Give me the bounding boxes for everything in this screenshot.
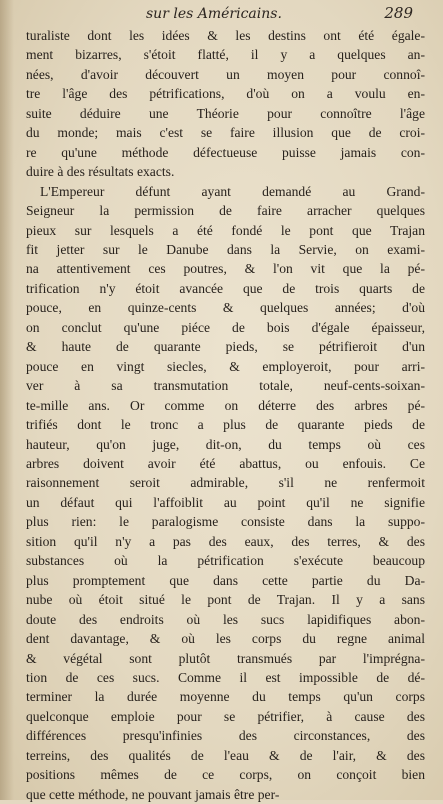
text-line: pieux sur lesquels a été fondé le pont que Trajan: [26, 222, 425, 238]
text-line: un défaut qui l'affoiblit au point qu'il ne signifie: [26, 494, 425, 510]
text-line: pouce, en quinze-cents & quelques années; d'où: [26, 300, 425, 316]
text-line: raisonnement seroit admirable, s'il ne renfermoit: [26, 475, 425, 491]
text-line: turaliste dont les idées & les destins ont été égale-: [26, 28, 425, 43]
text-line: plus rien: le paralogisme consiste dans la suppo-: [26, 514, 425, 530]
text-line: nube où étoit situé le pont de Trajan. Il y a sans: [26, 592, 425, 608]
text-line: tion de ces sucs. Comme il est impossible de dé-: [26, 669, 425, 685]
text-line: ment bizarres, s'étoit flatté, il y a quelques an-: [26, 47, 425, 63]
running-head: [26, 4, 425, 26]
text-line: hauteur, qu'on juge, dit-on, du temps où ces: [26, 436, 425, 452]
body-text: [26, 26, 425, 804]
text-line: trification n'y étoit avancée que de trois quarts de: [26, 280, 425, 296]
text-line: pouce en vingt siecles, & employeroit, pour arri-: [26, 358, 425, 374]
running-title: sur les Américains.: [146, 6, 282, 22]
text-line: na attentivement ces poutres, & l'on vit que la pé-: [26, 261, 425, 277]
text-line: tre l'âge des pétrifications, d'où on a voulu en-: [26, 86, 425, 102]
text-line: arbres doivent avoir été abattus, ou enfouis. Ce: [26, 455, 425, 471]
text-line: que cette méthode, ne pouvant jamais être per-: [26, 786, 280, 802]
text-line: suite déduire une Théorie pour connoître l'âge: [26, 105, 425, 121]
text-line: re qu'une méthode défectueuse puisse jamais con-: [26, 144, 425, 160]
text-line: terminer la durée moyenne du temps qu'un corps: [26, 689, 425, 705]
text-line: substances où la pétrification s'exécute beaucoup: [26, 553, 425, 569]
text-line: L'Empereur défunt ayant demandé au Grand-: [40, 183, 425, 199]
page-number: 289: [384, 4, 413, 22]
page-gutter-shadow: [0, 0, 14, 800]
text-line: fit jetter sur le Danube dans la Servie, on exami-: [26, 241, 425, 257]
text-line: duire à des résultats exacts.: [26, 164, 175, 180]
text-line: trifiés dont le tronc a plus de quarante pieds de: [26, 417, 425, 433]
text-line: Seigneur la permission de faire arracher quelques: [26, 203, 425, 219]
text-line: quelconque emploie pour se pétrifier, à cause des: [26, 708, 425, 724]
text-line: doute des endroits où les sucs lapidifiques abon-: [26, 611, 425, 627]
text-line: du monde; mais c'est se faire illusion que de croi-: [26, 125, 425, 141]
text-line: différences presqu'infinies des circonstances, des: [26, 728, 425, 744]
text-line: ver à sa transmutation totale, neuf-cents-soixan-: [26, 378, 425, 394]
text-line: & haute de quarante pieds, se pétrifieroit d'un: [26, 339, 425, 355]
text-line: on conclut qu'une piéce de bois d'égale épaisseur,: [26, 319, 425, 335]
text-line: sition qu'il n'y a pas des eaux, des terres, & des: [26, 533, 425, 549]
text-line: te-mille ans. Or comme on déterre des arbres pé-: [26, 397, 425, 413]
text-line: terreins, des qualités de l'eau & de l'air, & des: [26, 747, 425, 763]
text-line: nées, d'avoir découvert un moyen pour connoî-: [26, 66, 425, 82]
text-line: positions mêmes de ce corps, on conçoit bien: [26, 767, 425, 783]
text-line: plus promptement que dans cette partie du Da-: [26, 572, 425, 588]
text-line: dent davantage, & où les corps du regne animal: [26, 631, 425, 647]
text-line: & végétal sont plutôt transmués par l'imprégna-: [26, 650, 425, 666]
